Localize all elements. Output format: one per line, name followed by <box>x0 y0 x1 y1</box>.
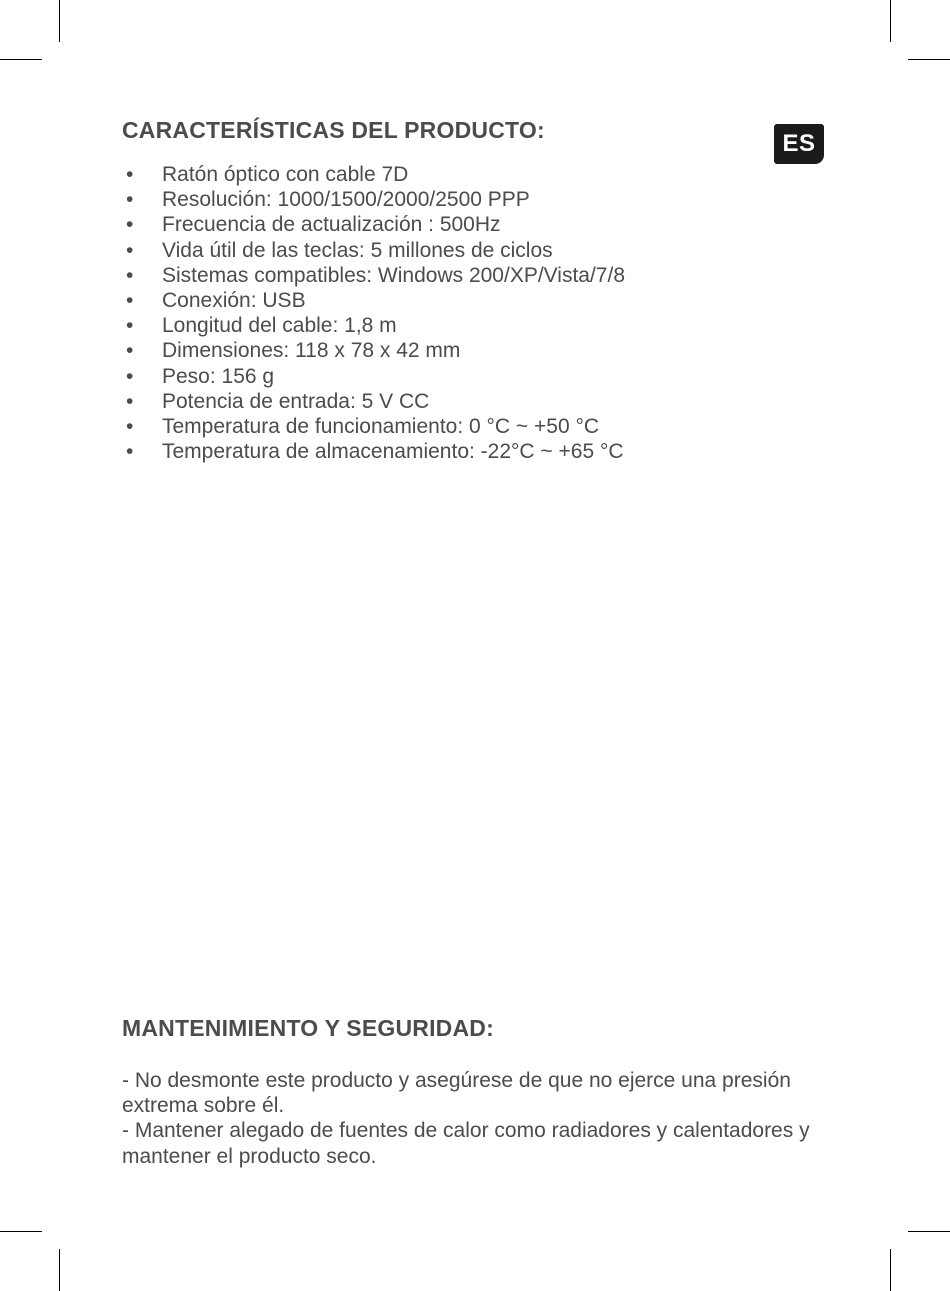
crop-mark-bottom-right-horizontal <box>908 1231 950 1232</box>
feature-text: Vida útil de las teclas: 5 millones de ciclos <box>162 238 553 262</box>
list-item <box>122 389 625 414</box>
bullet-icon: • <box>126 339 134 363</box>
feature-text: Temperatura de funcionamiento: 0 °C ~ +50 °C <box>162 415 600 439</box>
crop-mark-top-right-vertical <box>890 0 891 42</box>
crop-mark-bottom-right-vertical <box>890 1249 891 1291</box>
feature-text: Potencia de entrada: 5 V CC <box>162 389 430 413</box>
bullet-icon: • <box>126 314 134 338</box>
list-item <box>122 439 625 464</box>
bullet-icon: • <box>126 440 134 464</box>
list-item <box>122 364 625 389</box>
list-item <box>122 238 625 263</box>
feature-text: Resolución: 1000/1500/2000/2500 PPP <box>162 188 530 212</box>
feature-text: Ratón óptico con cable 7D <box>162 163 409 186</box>
bullet-icon: • <box>126 213 134 237</box>
list-item <box>122 162 625 187</box>
bullet-icon: • <box>126 238 134 262</box>
feature-list <box>122 162 625 464</box>
list-item <box>122 338 625 363</box>
bullet-icon: • <box>126 415 134 439</box>
crop-mark-top-left-horizontal <box>0 59 42 60</box>
feature-text: Frecuencia de actualización : 500Hz <box>162 213 501 237</box>
crop-mark-top-right-horizontal <box>908 59 950 60</box>
maintenance-paragraph: - Mantener alegado de fuentes de calor como radiadores y calentadores y mantener el producto seco. <box>122 1119 810 1168</box>
list-item <box>122 414 625 439</box>
list-item <box>122 187 625 212</box>
bullet-icon: • <box>126 263 134 287</box>
bullet-icon: • <box>126 188 134 212</box>
crop-mark-top-left-vertical <box>59 0 60 42</box>
list-item <box>122 212 625 237</box>
feature-text: Longitud del cable: 1,8 m <box>162 314 397 338</box>
maintenance-body <box>122 1068 834 1169</box>
feature-text: Peso: 156 g <box>162 364 275 388</box>
language-badge: ES <box>774 124 824 164</box>
list-item <box>122 263 625 288</box>
crop-mark-bottom-left-vertical <box>59 1249 60 1291</box>
bullet-icon: • <box>126 163 134 186</box>
features-heading: CARACTERÍSTICAS DEL PRODUCTO: <box>122 117 545 143</box>
maintenance-paragraph: - No desmonte este producto y asegúrese de que no ejerce una presión extrema sobre él. <box>122 1069 791 1118</box>
bullet-icon: • <box>126 289 134 313</box>
list-item <box>122 313 625 338</box>
bullet-icon: • <box>126 389 134 413</box>
crop-mark-bottom-left-horizontal <box>0 1231 42 1232</box>
feature-text: Sistemas compatibles: Windows 200/XP/Vista/7/8 <box>162 263 625 287</box>
feature-text: Temperatura de almacenamiento: -22°C ~ +65 °C <box>162 440 624 464</box>
maintenance-heading: MANTENIMIENTO Y SEGURIDAD: <box>122 1015 494 1041</box>
bullet-icon: • <box>126 364 134 388</box>
feature-text: Dimensiones: 118 x 78 x 42 mm <box>162 339 461 363</box>
feature-text: Conexión: USB <box>162 289 306 313</box>
list-item <box>122 288 625 313</box>
